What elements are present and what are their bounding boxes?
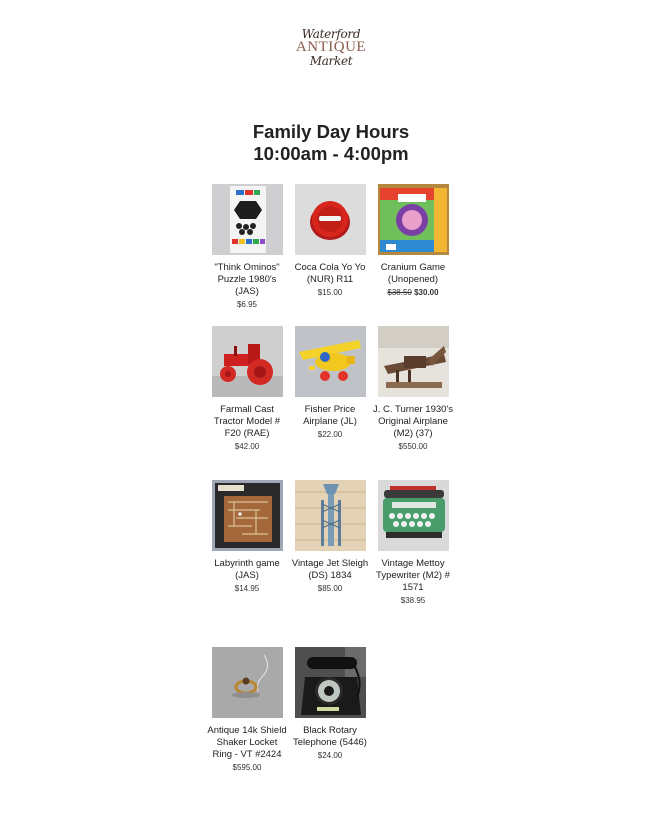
product-name[interactable]: J. C. Turner 1930's Original Airplane (M2) (37) (373, 404, 453, 439)
logo-line-3: Market (309, 54, 353, 68)
product-image[interactable] (295, 326, 366, 397)
product-card[interactable] (373, 184, 453, 298)
product-name[interactable]: Vintage Jet Sleigh (DS) 1834 (291, 558, 369, 581)
product-price: $15.00 (317, 288, 343, 297)
product-sale-price: $30.00 (414, 288, 439, 297)
telephone-image (295, 647, 366, 718)
product-image[interactable] (295, 647, 366, 718)
labyrinth-image (212, 480, 283, 551)
product-image[interactable] (295, 184, 366, 255)
product-card[interactable] (290, 326, 370, 440)
site-logo[interactable] (293, 28, 369, 74)
product-price: $14.95 (234, 584, 260, 593)
yoyo-image (295, 184, 366, 255)
product-card[interactable] (290, 647, 370, 761)
product-name[interactable]: Vintage Mettoy Typewriter (M2) # 1571 (376, 558, 450, 593)
product-old-price: $38.50 (387, 288, 412, 297)
product-card[interactable] (290, 480, 370, 594)
product-card[interactable] (207, 184, 287, 310)
product-price: $595.00 (232, 763, 262, 772)
product-price: $22.00 (317, 430, 343, 439)
product-name[interactable]: "Think Ominos" Puzzle 1980's (JAS) (214, 262, 280, 297)
product-price: $24.00 (317, 751, 343, 760)
product-name[interactable]: Black Rotary Telephone (5446) (293, 725, 367, 748)
product-name[interactable]: Coca Cola Yo Yo (NUR) R11 (294, 262, 366, 285)
product-name[interactable]: Cranium Game (Unopened) (380, 262, 446, 285)
product-image[interactable] (378, 184, 449, 255)
heading-title: Family Day Hours (252, 121, 410, 142)
product-image[interactable] (378, 480, 449, 551)
ring-image (212, 647, 283, 718)
page-heading (0, 121, 646, 165)
logo-line-1: Waterford (301, 27, 361, 41)
product-price: $42.00 (234, 442, 260, 451)
board-game-image (378, 184, 449, 255)
product-card[interactable] (207, 647, 287, 773)
product-image[interactable] (378, 326, 449, 397)
product-name[interactable]: Antique 14k Shield Shaker Locket Ring - VT #2424 (207, 725, 287, 760)
puzzle-image (212, 184, 283, 255)
product-name[interactable]: Farmall Cast Tractor Model # F20 (RAE) (213, 404, 281, 439)
product-card[interactable] (290, 184, 370, 298)
product-price: $85.00 (317, 584, 343, 593)
product-card[interactable] (373, 326, 453, 452)
product-image[interactable] (212, 480, 283, 551)
sleigh-image (295, 480, 366, 551)
product-image[interactable] (212, 647, 283, 718)
logo-line-2: ANTIQUE (295, 39, 367, 55)
heading-hours: 10:00am - 4:00pm (253, 143, 409, 164)
product-card[interactable] (207, 326, 287, 452)
product-price: $38.95 (400, 596, 426, 605)
product-image[interactable] (212, 326, 283, 397)
product-image[interactable] (212, 184, 283, 255)
product-card[interactable] (207, 480, 287, 594)
product-card[interactable] (373, 480, 453, 606)
product-image[interactable] (295, 480, 366, 551)
wood-airplane-image (378, 326, 449, 397)
toy-airplane-image (295, 326, 366, 397)
product-name[interactable]: Fisher Price Airplane (JL) (303, 404, 357, 427)
tractor-image (212, 326, 283, 397)
product-price (373, 288, 453, 298)
typewriter-image (378, 480, 449, 551)
product-name[interactable]: Labyrinth game (JAS) (214, 558, 280, 581)
product-price: $6.95 (236, 300, 258, 309)
product-price: $550.00 (398, 442, 428, 451)
